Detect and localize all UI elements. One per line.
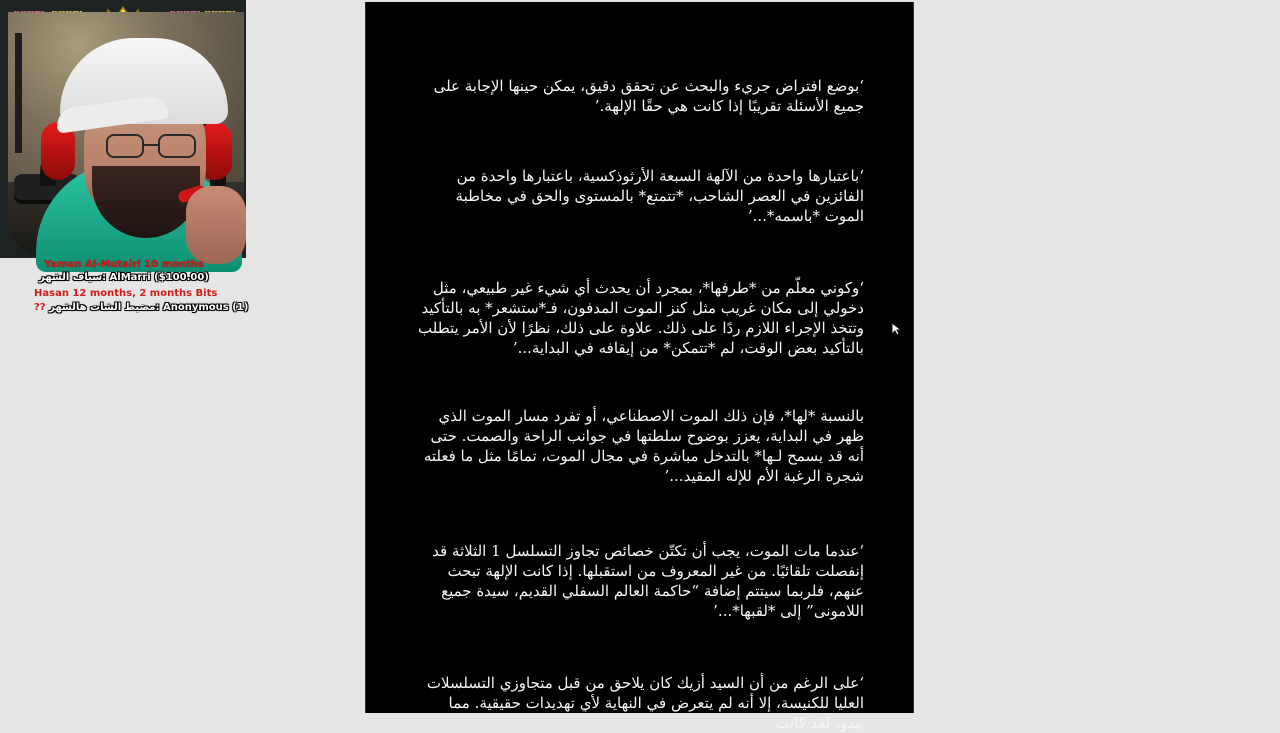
glasses-lens-right <box>158 134 196 158</box>
book-paragraph: ‘وكوني معلّم من *طرفها*، بمجرد أن يحدث أي شيء غير طبيعي، مثل دخولي إلى مكان غريب مثل كنز الموت المدفون، فـ*ستشعر* به بالتأكيد وتتخذ الإجراء اللازم ردًا على ذلك. علاوة على ذلك، نظرًا لأن الأمر يتطلب بالتأكيد بعض الوقت، لم *تتمكن* من إيقافه في البداية...’ <box>418 279 864 357</box>
webcam-overlay <box>0 0 246 258</box>
glasses-lens-left <box>106 134 144 158</box>
reading-panel <box>365 2 914 732</box>
donor-line-prefix: ?? <box>34 302 46 313</box>
mouse-cursor-icon <box>891 322 901 336</box>
donor-line-top: Yaman Al-Mutairi 10 months <box>44 259 204 270</box>
donor-line-third: Hasan 12 months, 2 months Bits <box>34 288 218 299</box>
book-paragraph: ‘عندما مات الموت، يجب أن تكتّن خصائص تجاوز التسلسل 1 الثلاثة قد إنفصلت تلقائيًا. من غير المعروف من استقبلها. إذا كانت الإلهة تبحث عنهم، فلربما سيتتم إضافة “حاكمة العالم السفلي القديم، سيدة جميع اللامونى” إلى *لقبها*...’ <box>432 542 864 620</box>
book-text-container <box>418 76 864 733</box>
glasses-bridge <box>144 144 158 146</box>
book-paragraph: ‘بوضع افتراض جريء والبحث عن تحقق دقيق، يمكن حينها الإجابة على جميع الأسئلة تقريبًا إذا كانت هي حقًا الإلهة.’ <box>433 77 864 115</box>
mic-arm <box>15 33 22 153</box>
donor-line-moderator <box>34 301 249 315</box>
book-paragraph: ‘باعتبارها واحدة من الآلهة السبعة الأرثوذكسية، باعتبارها واحدة من الفائزين في العصر الشاحب، *تتمتع* بالمستوى والحق في مخاطبة الموت *باسمه*...’ <box>455 167 864 225</box>
book-paragraph: ‘على الرغم من أن السيد أزيك كان يلاحق من قبل متجاوزي التسلسلات العليا للكنيسة، إلا أنه لم يتعرض في النهاية لأي تهديدات حقيقية. مما يبدو، لقد كانت <box>426 674 864 732</box>
streamer-camera <box>8 12 244 257</box>
donation-info-panel <box>34 258 249 318</box>
donor-line-sponsor: سياف الشهر: AlMarri ($100.00) <box>39 272 209 283</box>
book-paragraph: بالنسبة *لها*، فإن ذلك الموت الاصطناعي، أو تفرد مسار الموت الذي ظهر في البداية، يعزز بوضوح سلطتها في جوانب الراحة والصمت. حتى أنه قد يسمح لـها* بالتدخل مباشرة في مجال الموت، تمامًا مثل ما فعلته شجرة الرغبة الأم للإله المقيد...’ <box>423 407 864 485</box>
streamer-hand <box>186 186 246 264</box>
donor-line-fourth-main: مضبط الشات هالشهر: Anonymous (1) <box>49 302 249 313</box>
eyeglasses <box>106 134 198 162</box>
